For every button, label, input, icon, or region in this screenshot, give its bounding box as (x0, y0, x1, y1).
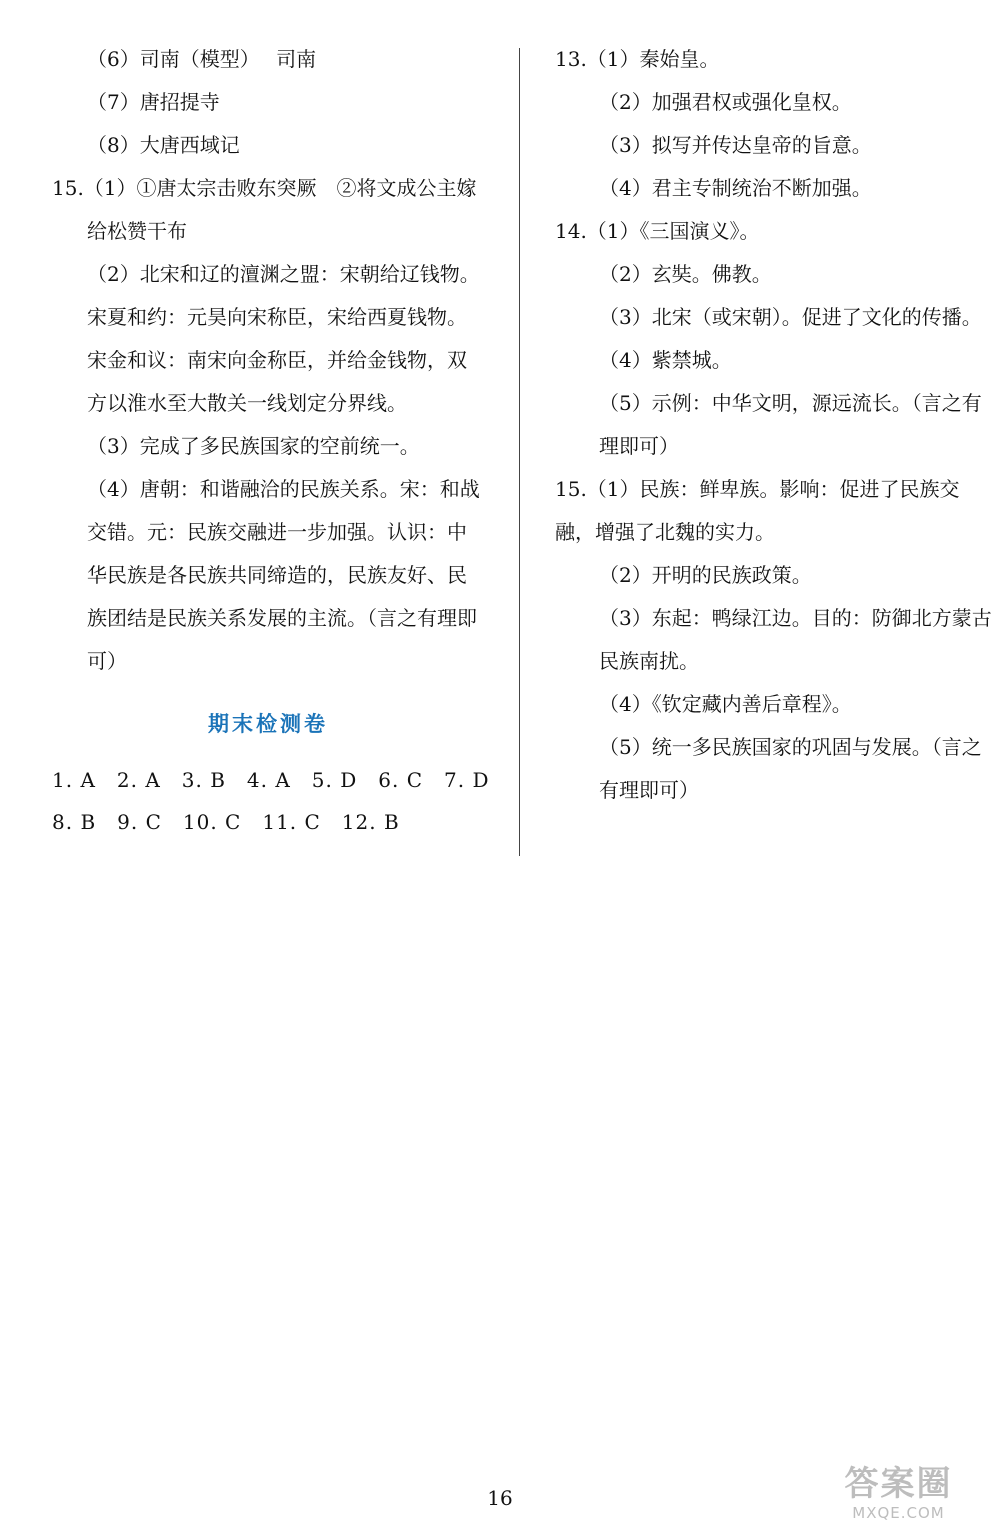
answer-line: 14.（1）《三国演义》。 (555, 219, 760, 243)
answer-line: （8）大唐西域记 (87, 133, 240, 157)
multiple-choice-answers: 1. A 2. A 3. B 4. A 5. D 6. C 7. D (52, 768, 490, 792)
watermark-logo-text: 答案圈 (844, 1464, 953, 1504)
answer-line: （3）拟写并传达皇帝的旨意。 (599, 133, 872, 157)
answer-line: （3）完成了多民族国家的空前统一。 (87, 434, 420, 458)
answer-line: 15.（1）①唐太宗击败东突厥 ②将文成公主嫁 (52, 176, 477, 200)
section-title: 期末检测卷 (208, 711, 328, 736)
answer-line: （6）司南（模型） 司南 (87, 47, 317, 71)
answer-line: （7）唐招提寺 (87, 90, 220, 114)
answer-line: （3）北宋（或宋朝）。促进了文化的传播。 (599, 305, 982, 329)
multiple-choice-answers: 8. B 9. C 10. C 11. C 12. B (52, 810, 400, 834)
watermark-logo (811, 1464, 986, 1522)
answer-line: （4）《钦定藏内善后章程》。 (599, 692, 852, 716)
left-column (52, 38, 490, 843)
answer-line: 13.（1）秦始皇。 (555, 47, 720, 71)
answer-paragraph: （4）唐朝：和谐融洽的民族关系。宋：和战交错。元：民族交融进一步加强。认识：中华民族是各民族共同缔造的，民族友好、民族团结是民族关系发展的主流。（言之有理即可） (87, 477, 480, 673)
answer-paragraph: （3）东起：鸭绿江边。目的：防御北方蒙古民族南扰。 (599, 606, 992, 673)
answer-paragraph: （2）北宋和辽的澶渊之盟：宋朝给辽钱物。宋夏和约：元昊向宋称臣，宋给西夏钱物。宋金和议：南宋向金称臣，并给金钱物，双方以淮水至大散关一线划定分界线。 (87, 262, 480, 415)
answer-paragraph: （5）统一多民族国家的巩固与发展。（言之有理即可） (599, 735, 982, 802)
answer-paragraph: 15.（1）民族：鲜卑族。影响：促进了民族交融，增强了北魏的实力。 (555, 477, 960, 544)
answer-line: 给松赞干布 (87, 219, 187, 243)
answer-line: （2）开明的民族政策。 (599, 563, 812, 587)
page-number: 16 (487, 1486, 513, 1510)
answer-paragraph: （5）示例：中华文明，源远流长。（言之有理即可） (599, 391, 982, 458)
right-column (555, 38, 995, 812)
answer-line: （4）紫禁城。 (599, 348, 732, 372)
watermark-url: MXQE.COM (852, 1504, 945, 1522)
answer-line: （4）君主专制统治不断加强。 (599, 176, 872, 200)
answer-line: （2）加强君权或强化皇权。 (599, 90, 852, 114)
answer-line: （2）玄奘。佛教。 (599, 262, 772, 286)
column-divider (519, 48, 520, 856)
